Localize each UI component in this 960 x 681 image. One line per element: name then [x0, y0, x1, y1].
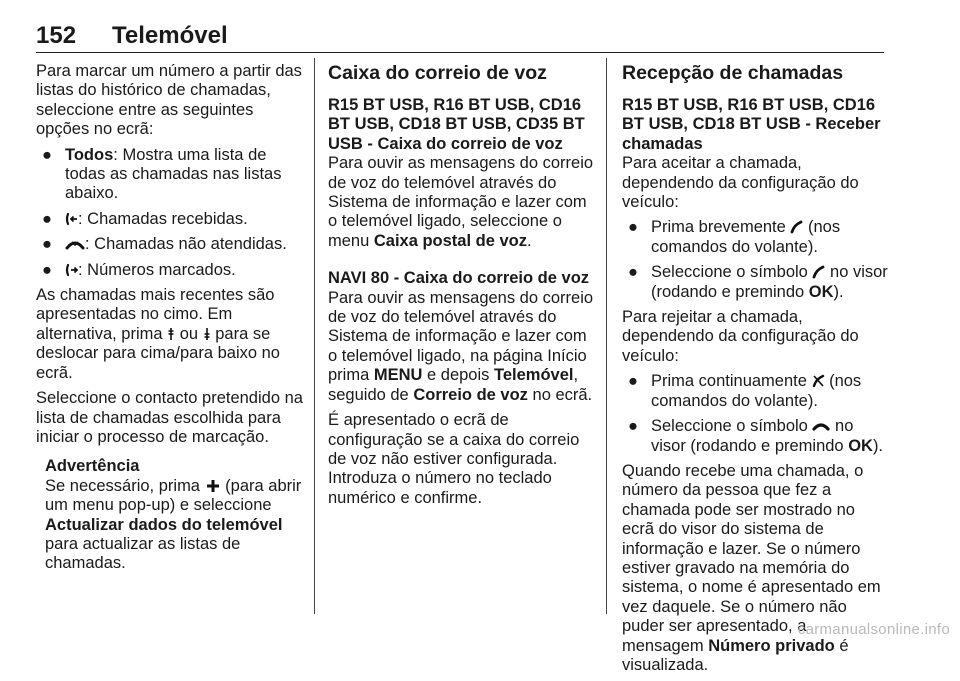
- list-item: ● : Chamadas não atendidas.: [42, 235, 287, 254]
- call-list-options: [36, 146, 304, 280]
- column-left: [36, 62, 304, 574]
- scroll-down-icon: [203, 327, 211, 341]
- bullet: ●: [628, 417, 638, 436]
- list-item: ● Prima brevemente (nos comandos do volante).: [628, 218, 841, 256]
- subsection-heading: R15 BT USB, R16 BT USB, CD16 BT USB, CD18 BT USB - Receber chamadas: [622, 96, 881, 153]
- received-calls-icon: [65, 212, 78, 226]
- column-divider: [606, 58, 607, 614]
- answer-icon: [812, 265, 825, 279]
- section-heading: Caixa do correio de voz: [328, 62, 547, 84]
- bullet: ●: [42, 260, 52, 279]
- page-header: [36, 18, 884, 53]
- column-divider: [314, 58, 315, 614]
- bullet: ●: [42, 235, 52, 254]
- reject-options: [622, 372, 890, 456]
- column-middle: [328, 62, 596, 514]
- config-paragraph: É apresentado o ecrã de configuração se a caixa do correio de voz não estiver configurada.: [328, 411, 580, 468]
- option-name: Todos: [65, 145, 114, 164]
- caller-id-paragraph: Quando recebe uma chamada, o número da pessoa que fez a chamada pode ser mostrado no ecrã do visor do sistema de informação e lazer. Se o número estiver gravado na memória do sistema, o nome é apresentado em vez daquele. Se o número não puder ser apresentado, a mensagem Número privado é visualizada.: [622, 461, 881, 674]
- bullet: ●: [628, 372, 638, 391]
- reject-call-icon: [812, 419, 830, 433]
- watermark: carmanualsonline.info: [797, 621, 950, 638]
- plus-icon: [205, 479, 221, 493]
- voicemail-paragraph: Para ouvir as mensagens do correio de voz do telemóvel através do Sistema de informação e lazer com o telemóvel ligado, seleccione o menu Caixa postal de voz.: [328, 154, 594, 250]
- note-title: Advertência: [45, 457, 140, 476]
- bullet: ●: [42, 209, 52, 228]
- list-item: ● Seleccione o símbolo no visor (rodando e premindo OK).: [628, 263, 888, 301]
- scroll-paragraph: As chamadas mais recentes são apresentadas no cimo. Em alternativa, prima ou para se deslocar para cima/para baixo no ecrã.: [36, 286, 280, 382]
- dialled-numbers-icon: [65, 263, 78, 277]
- note-box: [36, 457, 304, 573]
- list-item: ● : Chamadas recebidas.: [42, 209, 248, 228]
- missed-calls-icon: [65, 237, 85, 251]
- select-contact-paragraph: Seleccione o contacto pretendido na lista de chamadas escolhida para iniciar o processo de marcação.: [36, 389, 303, 446]
- reject-paragraph: Para rejeitar a chamada, dependendo da configuração do veículo:: [622, 308, 859, 365]
- answer-icon: [790, 220, 803, 234]
- list-item: ● Prima continuamente (nos comandos do volante).: [628, 372, 862, 410]
- subsection-heading: R15 BT USB, R16 BT USB, CD16 BT USB, CD18 BT USB, CD35 BT USB - Caixa do correio de voz: [328, 96, 585, 153]
- bullet: ●: [628, 218, 638, 237]
- scroll-up-icon: [167, 327, 175, 341]
- section-heading: Recepção de chamadas: [622, 62, 844, 84]
- bullet: ●: [42, 145, 52, 164]
- intro-paragraph: Para marcar um número a partir das listas do histórico de chamadas, seleccione entre as seguintes opções no ecrã:: [36, 62, 302, 139]
- chapter-title: Telemóvel: [112, 22, 228, 49]
- subsection-heading: NAVI 80 - Caixa do correio de voz: [328, 269, 590, 288]
- accept-options: [622, 218, 890, 302]
- column-right: [622, 62, 890, 681]
- list-item: ● : Números marcados.: [42, 260, 236, 279]
- list-item: ● Seleccione o símbolo no visor (rodando e premindo OK).: [628, 417, 884, 455]
- note-text: Se necessário, prima (para abrir um menu pop-up) e seleccione Actualizar dados do telemóvel para actualizar as listas de chamadas.: [45, 476, 302, 573]
- mute-call-icon: [812, 374, 825, 388]
- navi-voicemail-paragraph: Para ouvir as mensagens do correio de voz do telemóvel através do Sistema de informação e lazer com o telemóvel ligado, na página Início prima MENU e depois Telemóvel, seguido de Correio de voz no ecrã.: [328, 288, 594, 404]
- bullet: ●: [628, 263, 638, 282]
- list-item: ● Todos: Mostra uma lista de todas as chamadas nas listas abaixo.: [42, 145, 282, 203]
- accept-paragraph: Para aceitar a chamada, dependendo da configuração do veículo:: [622, 154, 859, 212]
- enter-number-paragraph: Introduza o número no teclado numérico e confirme.: [328, 469, 552, 507]
- page-number: 152: [36, 22, 77, 49]
